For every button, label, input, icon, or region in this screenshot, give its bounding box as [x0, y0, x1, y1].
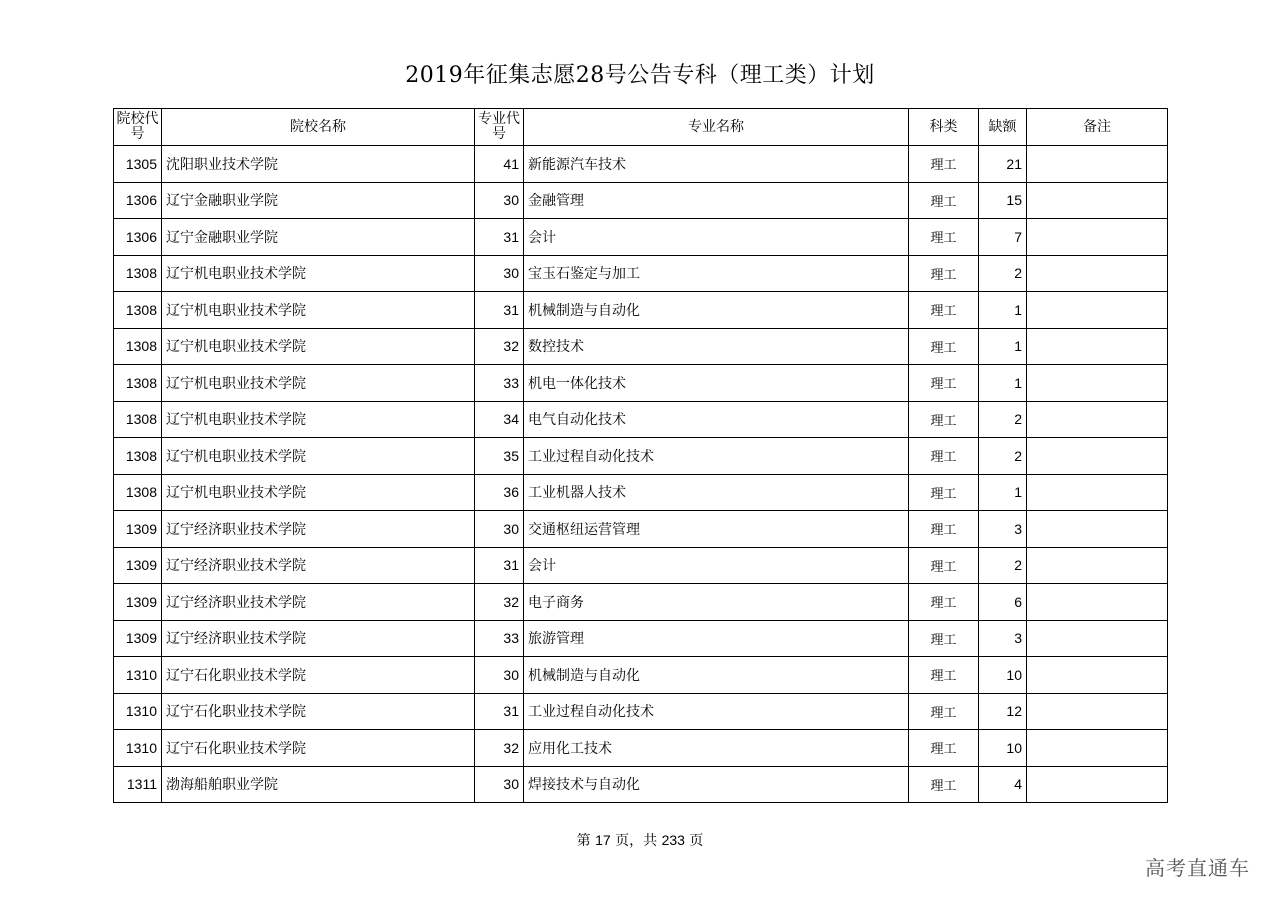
- cell-vacancy: 2: [979, 547, 1027, 584]
- cell-major-name: 交通枢纽运营管理: [524, 511, 909, 548]
- table-row: [114, 620, 1168, 657]
- cell-major-name: 金融管理: [524, 182, 909, 219]
- cell-school-name: 辽宁经济职业技术学院: [162, 584, 475, 621]
- cell-major-name: 工业过程自动化技术: [524, 693, 909, 730]
- cell-remark: [1027, 657, 1168, 694]
- watermark: 高考直通车: [1145, 856, 1250, 880]
- cell-school-name: 辽宁经济职业技术学院: [162, 620, 475, 657]
- cell-school-name: 辽宁石化职业技术学院: [162, 657, 475, 694]
- cell-major-code: 36: [475, 474, 524, 511]
- cell-vacancy: 7: [979, 219, 1027, 256]
- cell-school-code: 1310: [114, 730, 162, 767]
- cell-remark: [1027, 401, 1168, 438]
- cell-vacancy: 12: [979, 693, 1027, 730]
- cell-category: 理工: [909, 328, 979, 365]
- cell-category: 理工: [909, 219, 979, 256]
- cell-major-code: 30: [475, 766, 524, 803]
- cell-major-name: 电子商务: [524, 584, 909, 621]
- cell-remark: [1027, 766, 1168, 803]
- table-row: [114, 730, 1168, 767]
- cell-remark: [1027, 511, 1168, 548]
- cell-category: 理工: [909, 292, 979, 329]
- cell-category: 理工: [909, 620, 979, 657]
- cell-major-code: 31: [475, 292, 524, 329]
- cell-category: 理工: [909, 438, 979, 475]
- cell-remark: [1027, 292, 1168, 329]
- cell-school-code: 1309: [114, 511, 162, 548]
- cell-major-code: 32: [475, 584, 524, 621]
- cell-vacancy: 1: [979, 328, 1027, 365]
- cell-school-code: 1308: [114, 438, 162, 475]
- cell-major-name: 数控技术: [524, 328, 909, 365]
- table-body: [114, 146, 1168, 803]
- header-remark: 备注: [1027, 109, 1168, 146]
- cell-school-name: 辽宁机电职业技术学院: [162, 365, 475, 402]
- cell-vacancy: 10: [979, 657, 1027, 694]
- cell-school-code: 1308: [114, 255, 162, 292]
- header-school-name: 院校名称: [162, 109, 475, 146]
- cell-school-name: 辽宁机电职业技术学院: [162, 292, 475, 329]
- table-row: [114, 584, 1168, 621]
- cell-school-name: 辽宁经济职业技术学院: [162, 547, 475, 584]
- cell-major-name: 会计: [524, 547, 909, 584]
- footer-suffix: 页: [689, 833, 704, 849]
- cell-school-name: 沈阳职业技术学院: [162, 146, 475, 183]
- footer-page-number: 17: [595, 832, 611, 848]
- cell-vacancy: 10: [979, 730, 1027, 767]
- cell-category: 理工: [909, 401, 979, 438]
- cell-school-name: 渤海船舶职业学院: [162, 766, 475, 803]
- cell-category: 理工: [909, 584, 979, 621]
- table-row: [114, 693, 1168, 730]
- cell-vacancy: 3: [979, 511, 1027, 548]
- cell-major-name: 焊接技术与自动化: [524, 766, 909, 803]
- cell-category: 理工: [909, 693, 979, 730]
- table-row: [114, 657, 1168, 694]
- plan-table: [113, 108, 1168, 803]
- cell-school-name: 辽宁石化职业技术学院: [162, 693, 475, 730]
- cell-school-code: 1310: [114, 657, 162, 694]
- cell-category: 理工: [909, 766, 979, 803]
- cell-school-name: 辽宁金融职业学院: [162, 182, 475, 219]
- cell-vacancy: 1: [979, 474, 1027, 511]
- cell-major-name: 工业机器人技术: [524, 474, 909, 511]
- cell-major-name: 新能源汽车技术: [524, 146, 909, 183]
- cell-school-name: 辽宁机电职业技术学院: [162, 438, 475, 475]
- cell-school-code: 1309: [114, 547, 162, 584]
- header-major-name: 专业名称: [524, 109, 909, 146]
- cell-school-code: 1306: [114, 182, 162, 219]
- cell-category: 理工: [909, 255, 979, 292]
- cell-remark: [1027, 146, 1168, 183]
- cell-vacancy: 1: [979, 365, 1027, 402]
- cell-major-code: 31: [475, 693, 524, 730]
- cell-major-name: 机电一体化技术: [524, 365, 909, 402]
- cell-major-name: 机械制造与自动化: [524, 657, 909, 694]
- cell-remark: [1027, 730, 1168, 767]
- cell-category: 理工: [909, 730, 979, 767]
- cell-vacancy: 3: [979, 620, 1027, 657]
- cell-school-name: 辽宁机电职业技术学院: [162, 328, 475, 365]
- cell-major-code: 34: [475, 401, 524, 438]
- table-row: [114, 474, 1168, 511]
- footer-middle: 页，共: [615, 833, 658, 849]
- table-row: [114, 219, 1168, 256]
- cell-school-code: 1308: [114, 474, 162, 511]
- cell-remark: [1027, 474, 1168, 511]
- cell-category: 理工: [909, 474, 979, 511]
- cell-major-name: 会计: [524, 219, 909, 256]
- cell-category: 理工: [909, 511, 979, 548]
- table-row: [114, 146, 1168, 183]
- cell-major-code: 31: [475, 547, 524, 584]
- cell-vacancy: 2: [979, 401, 1027, 438]
- cell-vacancy: 21: [979, 146, 1027, 183]
- cell-category: 理工: [909, 182, 979, 219]
- header-category: 科类: [909, 109, 979, 146]
- cell-remark: [1027, 547, 1168, 584]
- table-row: [114, 365, 1168, 402]
- footer-prefix: 第: [576, 833, 591, 849]
- cell-school-code: 1309: [114, 584, 162, 621]
- table-row: [114, 401, 1168, 438]
- table-row: [114, 438, 1168, 475]
- cell-school-code: 1311: [114, 766, 162, 803]
- cell-major-code: 30: [475, 255, 524, 292]
- cell-remark: [1027, 219, 1168, 256]
- cell-major-code: 30: [475, 511, 524, 548]
- cell-remark: [1027, 182, 1168, 219]
- cell-vacancy: 2: [979, 255, 1027, 292]
- cell-vacancy: 6: [979, 584, 1027, 621]
- cell-major-code: 30: [475, 657, 524, 694]
- header-school-code: 院校代号: [114, 109, 162, 146]
- cell-remark: [1027, 365, 1168, 402]
- cell-remark: [1027, 620, 1168, 657]
- cell-major-code: 33: [475, 620, 524, 657]
- cell-school-name: 辽宁金融职业学院: [162, 219, 475, 256]
- page-footer: [0, 830, 1280, 850]
- cell-remark: [1027, 328, 1168, 365]
- table-row: [114, 292, 1168, 329]
- cell-vacancy: 2: [979, 438, 1027, 475]
- header-vacancy: 缺额: [979, 109, 1027, 146]
- cell-major-name: 电气自动化技术: [524, 401, 909, 438]
- cell-major-name: 应用化工技术: [524, 730, 909, 767]
- cell-school-code: 1308: [114, 292, 162, 329]
- table-row: [114, 766, 1168, 803]
- cell-vacancy: 1: [979, 292, 1027, 329]
- cell-school-code: 1310: [114, 693, 162, 730]
- cell-major-code: 33: [475, 365, 524, 402]
- cell-remark: [1027, 255, 1168, 292]
- cell-school-code: 1305: [114, 146, 162, 183]
- cell-remark: [1027, 438, 1168, 475]
- cell-school-name: 辽宁机电职业技术学院: [162, 474, 475, 511]
- cell-major-code: 32: [475, 730, 524, 767]
- table-row: [114, 328, 1168, 365]
- cell-school-name: 辽宁石化职业技术学院: [162, 730, 475, 767]
- cell-major-code: 31: [475, 219, 524, 256]
- table-row: [114, 182, 1168, 219]
- cell-major-name: 宝玉石鉴定与加工: [524, 255, 909, 292]
- cell-major-code: 30: [475, 182, 524, 219]
- cell-major-name: 机械制造与自动化: [524, 292, 909, 329]
- table-row: [114, 547, 1168, 584]
- cell-school-code: 1308: [114, 401, 162, 438]
- cell-major-name: 旅游管理: [524, 620, 909, 657]
- cell-category: 理工: [909, 547, 979, 584]
- footer-total-pages: 233: [661, 832, 685, 848]
- cell-major-code: 32: [475, 328, 524, 365]
- cell-remark: [1027, 693, 1168, 730]
- cell-school-code: 1309: [114, 620, 162, 657]
- cell-school-name: 辽宁机电职业技术学院: [162, 401, 475, 438]
- cell-major-code: 35: [475, 438, 524, 475]
- cell-school-code: 1308: [114, 365, 162, 402]
- cell-school-code: 1308: [114, 328, 162, 365]
- cell-school-code: 1306: [114, 219, 162, 256]
- cell-major-code: 41: [475, 146, 524, 183]
- header-major-code: 专业代号: [475, 109, 524, 146]
- cell-major-name: 工业过程自动化技术: [524, 438, 909, 475]
- cell-category: 理工: [909, 657, 979, 694]
- cell-category: 理工: [909, 146, 979, 183]
- table-header-row: [114, 109, 1168, 146]
- table-row: [114, 255, 1168, 292]
- page-title: 2019年征集志愿28号公告专科（理工类）计划: [405, 63, 875, 88]
- cell-school-name: 辽宁经济职业技术学院: [162, 511, 475, 548]
- cell-remark: [1027, 584, 1168, 621]
- cell-school-name: 辽宁机电职业技术学院: [162, 255, 475, 292]
- table-row: [114, 511, 1168, 548]
- cell-vacancy: 15: [979, 182, 1027, 219]
- cell-vacancy: 4: [979, 766, 1027, 803]
- cell-category: 理工: [909, 365, 979, 402]
